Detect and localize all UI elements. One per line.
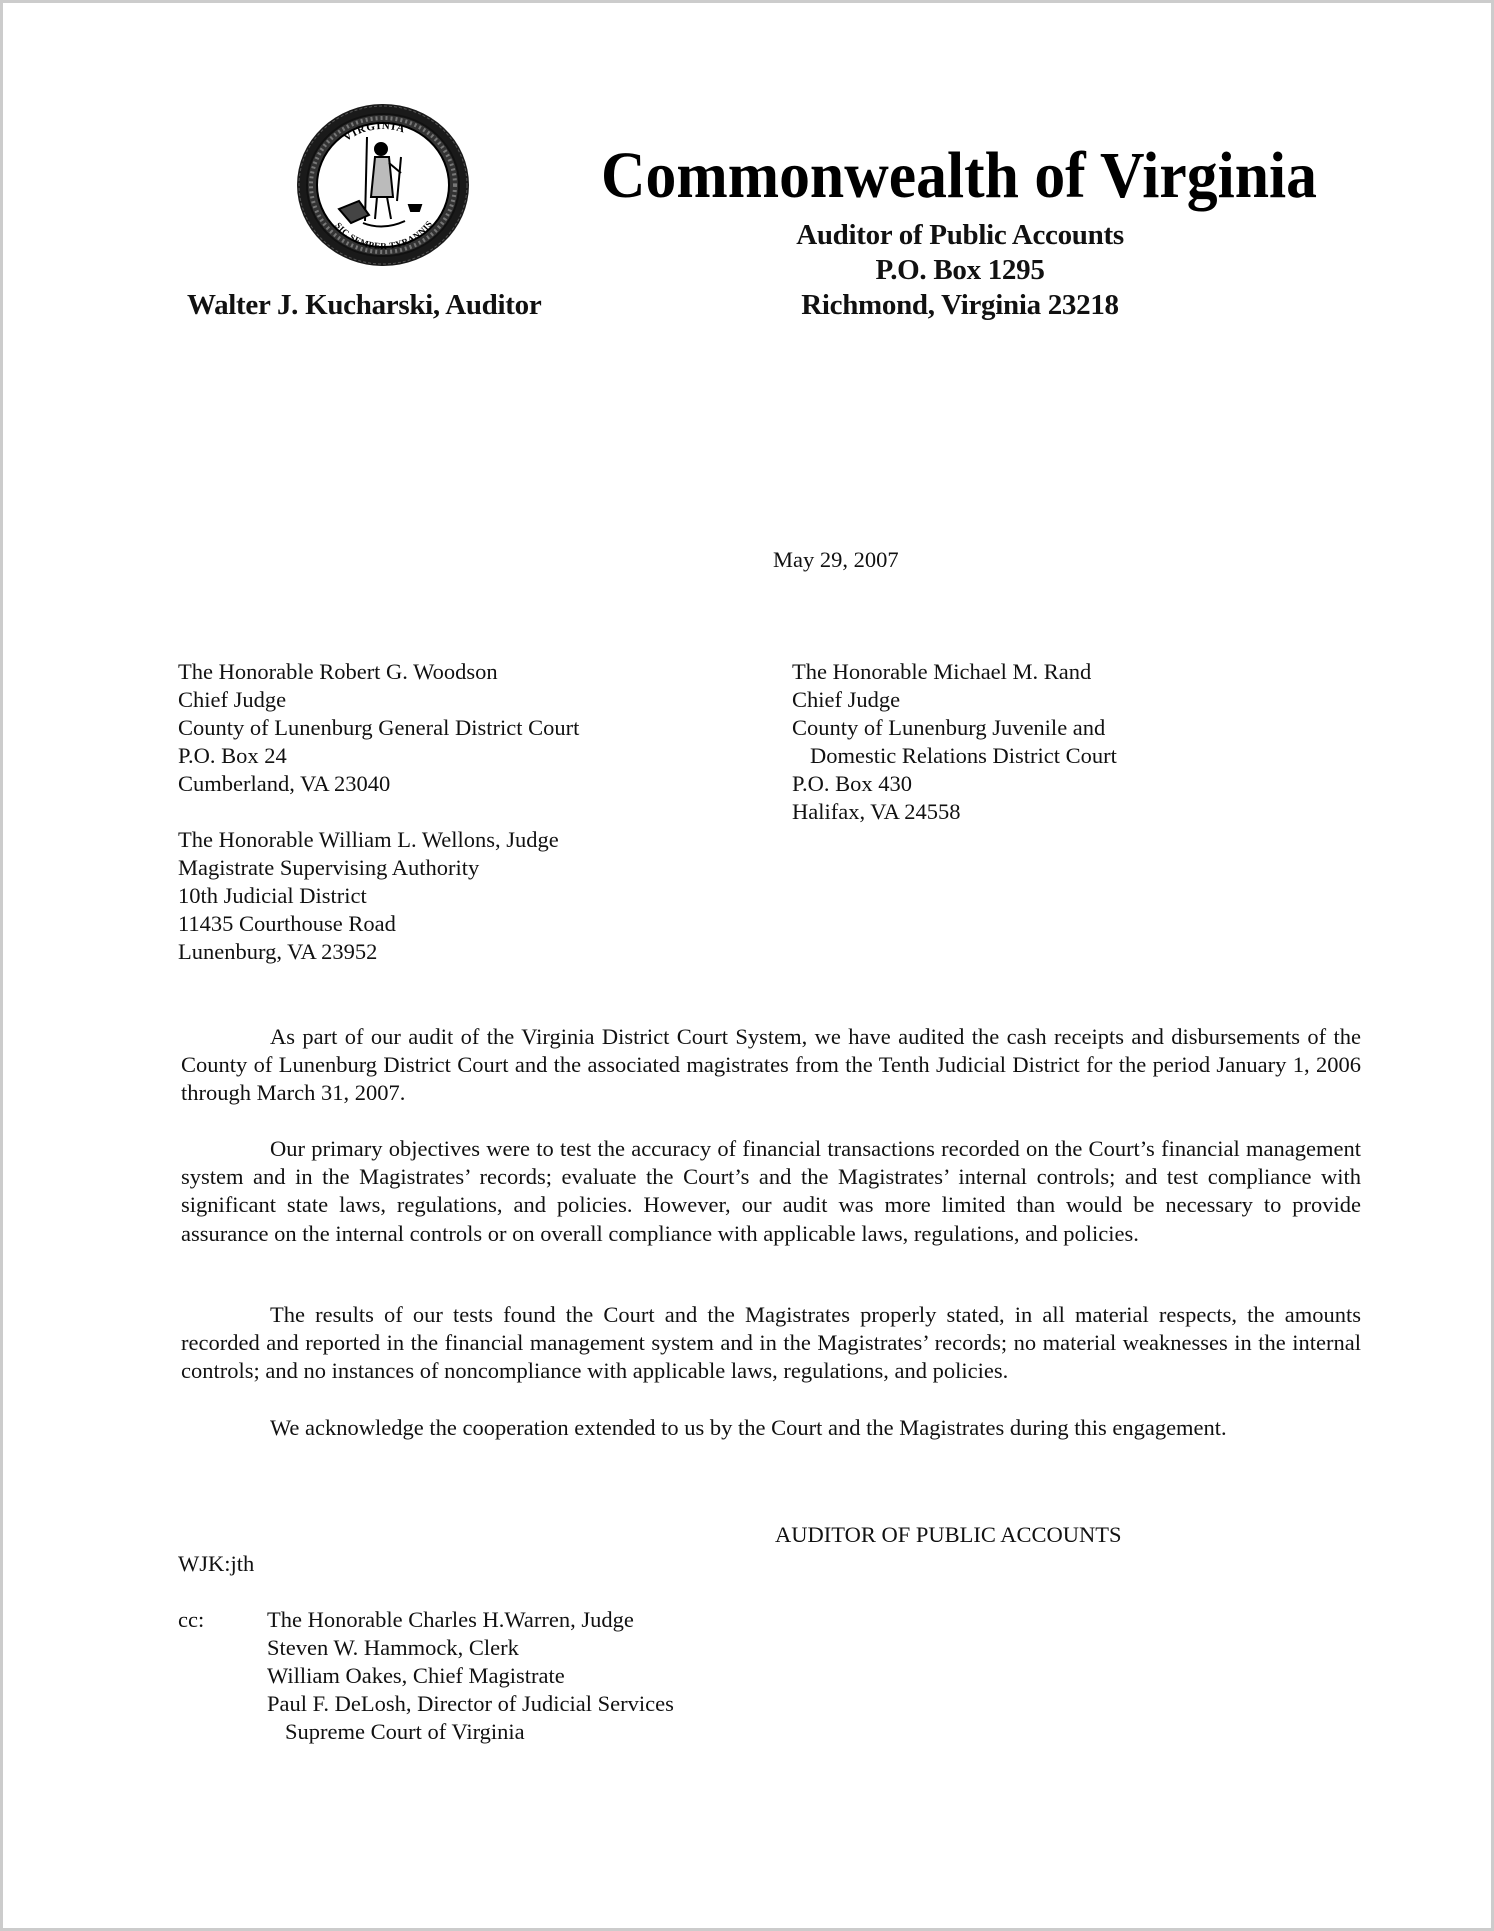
address-line: 10th Judicial District <box>178 883 367 908</box>
office-name: Auditor of Public Accounts <box>796 219 1124 251</box>
address-line: County of Lunenburg General District Court <box>178 715 580 740</box>
address-line: P.O. Box 430 <box>792 771 913 796</box>
initials: WJK:jth <box>178 1551 255 1576</box>
svg-text:SIC SEMPER TYRANNIS: SIC SEMPER TYRANNIS <box>333 218 435 252</box>
svg-text:Commonwealth of Virginia: Commonwealth of Virginia <box>601 139 1317 212</box>
cc-label: cc: <box>178 1607 205 1632</box>
cc-recipient: The Honorable Charles H.Warren, Judge <box>267 1607 634 1632</box>
office-address <box>760 218 1160 323</box>
cc-recipient: William Oakes, Chief Magistrate <box>267 1663 565 1688</box>
address-line: Chief Judge <box>178 687 287 712</box>
addressee-wellons <box>178 826 559 966</box>
cc-list <box>267 1606 674 1746</box>
body-paragraph-3: The results of our tests found the Court and the Magistrates properly stated, in all material respects, the amounts recorded and reported in the financial management system and in the Magistrates’ records; no material weaknesses in the internal controls; and no instances of noncompliance with applicable laws, regulations, and policies. <box>181 1302 1361 1384</box>
cc-recipient: Steven W. Hammock, Clerk <box>267 1635 519 1660</box>
letterhead-title <box>599 133 1321 223</box>
body-paragraph-4: We acknowledge the cooperation extended to us by the Court and the Magistrates during this engagement. <box>270 1415 1227 1440</box>
virginia-seal-icon <box>293 101 473 269</box>
address-line: Lunenburg, VA 23952 <box>178 939 378 964</box>
body-paragraph-1: As part of our audit of the Virginia District Court System, we have audited the cash receipts and disbursements of the County of Lunenburg District Court and the associated magistrates from the Tenth Judicial District for the period January 1, 2006 through March 31, 2007. <box>181 1024 1361 1106</box>
address-line: Domestic Relations District Court <box>810 743 1117 768</box>
address-line: Halifax, VA 24558 <box>792 799 961 824</box>
addressee-rand <box>792 658 1117 826</box>
auditor-name: Walter J. Kucharski, Auditor <box>187 289 542 321</box>
address-line: County of Lunenburg Juvenile and <box>792 715 1106 740</box>
letter-date: May 29, 2007 <box>773 547 899 572</box>
address-line: P.O. Box 24 <box>178 743 287 768</box>
address-line: The Honorable William L. Wellons, Judge <box>178 827 559 852</box>
body-paragraph-2: Our primary objectives were to test the accuracy of financial transactions recorded on the Court’s financial management system and in the Magistrates’ records; evaluate the Court’s and the Magistrates’ internal controls; and test compliance with significant state laws, regulations, and policies. However, our audit was more limited than would be necessary to provide assurance on the internal controls or on overall compliance with applicable laws, regulations, and policies. <box>181 1136 1361 1246</box>
signature-block: AUDITOR OF PUBLIC ACCOUNTS <box>775 1522 1122 1547</box>
address-line: The Honorable Robert G. Woodson <box>178 659 498 684</box>
addressee-woodson <box>178 658 579 798</box>
address-line: Magistrate Supervising Authority <box>178 855 480 880</box>
svg-text:VIRGINIA: VIRGINIA <box>341 119 407 144</box>
cc-recipient: Supreme Court of Virginia <box>285 1719 525 1744</box>
address-line: Chief Judge <box>792 687 901 712</box>
office-city: Richmond, Virginia 23218 <box>801 289 1119 321</box>
office-po-box: P.O. Box 1295 <box>875 254 1045 286</box>
letter-page <box>3 3 1491 1928</box>
address-line: Cumberland, VA 23040 <box>178 771 391 796</box>
address-line: The Honorable Michael M. Rand <box>792 659 1092 684</box>
cc-recipient: Paul F. DeLosh, Director of Judicial Services <box>267 1691 674 1716</box>
address-line: 11435 Courthouse Road <box>178 911 396 936</box>
